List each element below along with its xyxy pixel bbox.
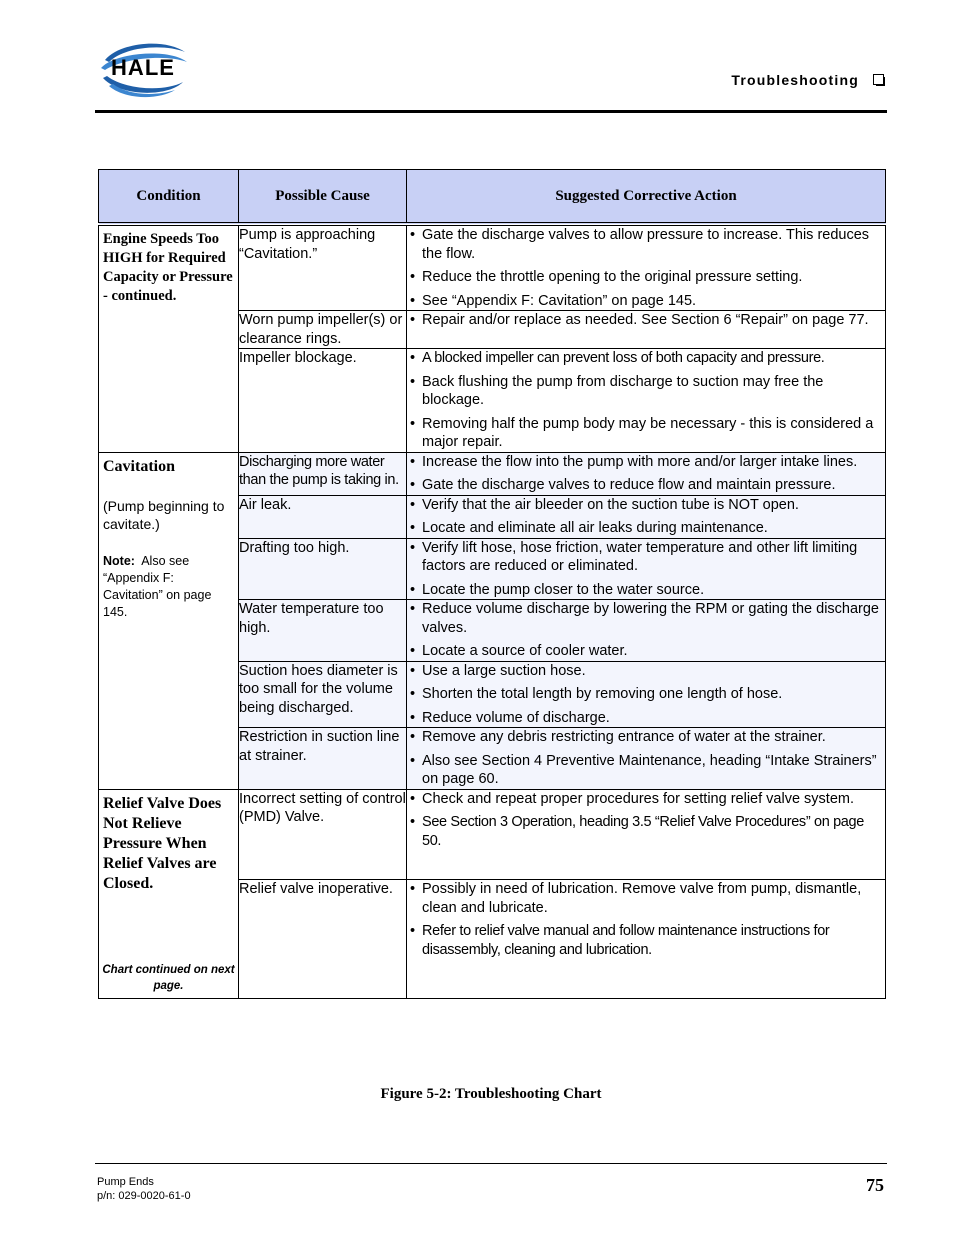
cause-cell: Air leak. xyxy=(239,495,407,538)
condition-label: Relief Valve Does Not Relieve Pressure When Relief Valves are Closed. xyxy=(103,794,222,892)
cause-cell: Pump is approaching “Cavitation.” xyxy=(239,224,407,311)
troubleshooting-table xyxy=(98,169,886,999)
table-header-row xyxy=(99,170,886,225)
footer-title: Pump Ends xyxy=(97,1176,154,1188)
hale-logo xyxy=(95,38,191,100)
table-row xyxy=(99,452,886,495)
page-number: 75 xyxy=(866,1175,884,1195)
action-item: • Possibly in need of lubrication. Remove valve from pump, dismantle, clean and lubricate. xyxy=(407,880,885,917)
checkbox-square-icon xyxy=(873,74,884,85)
column-header-condition: Condition xyxy=(99,170,239,225)
logo-wordmark: HALE xyxy=(111,55,175,80)
condition-note xyxy=(99,553,238,621)
action-item: • Locate the pump closer to the water source. xyxy=(407,581,885,600)
condition-subtitle: (Pump beginning to cavitate.) xyxy=(103,497,225,532)
condition-label: Engine Speeds Too HIGH for Required Capacity or Pressure - continued. xyxy=(103,231,233,304)
action-item: • Also see Section 4 Preventive Maintenance, heading “Intake Strainers” on page 60. xyxy=(407,752,885,789)
note-text: Also see “Appendix F: Cavitation” on page 145. xyxy=(103,553,212,619)
header-rule xyxy=(95,110,887,113)
figure-caption: Figure 5-2: Troubleshooting Chart xyxy=(380,1086,602,1102)
cause-cell: Restriction in suction line at strainer. xyxy=(239,728,407,790)
action-cell xyxy=(407,789,886,880)
action-item: • Increase the flow into the pump with more and/or larger intake lines. xyxy=(407,453,885,472)
action-item: • Repair and/or replace as needed. See Section 6 “Repair” on page 77. xyxy=(407,311,885,330)
action-item: • A blocked impeller can prevent loss of both capacity and pressure. xyxy=(407,349,885,368)
footer-info xyxy=(97,1175,191,1203)
action-item: • Gate the discharge valves to reduce flow and maintain pressure. xyxy=(407,476,885,495)
footer-rule xyxy=(95,1163,887,1164)
action-cell xyxy=(407,452,886,495)
action-item: • Remove any debris restricting entrance of water at the strainer. xyxy=(407,728,885,747)
condition-cell xyxy=(99,789,239,998)
action-item: • See “Appendix F: Cavitation” on page 145. xyxy=(407,292,885,311)
column-header-possible-cause: Possible Cause xyxy=(239,170,407,225)
condition-label: Cavitation xyxy=(103,457,175,475)
action-item: • Shorten the total length by removing one length of hose. xyxy=(407,685,885,704)
action-cell xyxy=(407,661,886,728)
action-cell xyxy=(407,495,886,538)
cause-cell: Relief valve inoperative. xyxy=(239,880,407,998)
action-item: • Verify lift hose, hose friction, water temperature and other lift limiting factors are reduced or eliminated. xyxy=(407,539,885,576)
footer-part-number: p/n: 029-0020-61-0 xyxy=(97,1190,191,1202)
cause-cell: Worn pump impeller(s) or clearance rings. xyxy=(239,311,407,349)
action-item: • Verify that the air bleeder on the suction tube is NOT open. xyxy=(407,496,885,515)
action-item: • Reduce volume discharge by lowering the RPM or gating the discharge valves. xyxy=(407,600,885,637)
cause-cell: Incorrect setting of control (PMD) Valve. xyxy=(239,789,407,880)
section-header xyxy=(731,72,884,88)
cause-cell: Water temperature too high. xyxy=(239,600,407,662)
action-item: • Locate and eliminate all air leaks during maintenance. xyxy=(407,519,885,538)
action-item: • Removing half the pump body may be necessary - this is considered a major repair. xyxy=(407,415,885,452)
action-cell xyxy=(407,538,886,600)
cause-cell: Drafting too high. xyxy=(239,538,407,600)
action-cell xyxy=(407,600,886,662)
section-title: Troubleshooting xyxy=(731,72,859,88)
column-header-corrective-action: Suggested Corrective Action xyxy=(407,170,886,225)
cause-cell: Impeller blockage. xyxy=(239,349,407,453)
action-item: • Reduce the throttle opening to the original pressure setting. xyxy=(407,268,885,287)
table-row xyxy=(99,224,886,311)
continued-note: Chart continued on next page. xyxy=(102,963,235,992)
action-cell xyxy=(407,880,886,998)
action-item: • Locate a source of cooler water. xyxy=(407,642,885,661)
action-cell xyxy=(407,224,886,311)
action-item: • See Section 3 Operation, heading 3.5 “Relief Valve Procedures” on page 50. xyxy=(407,813,885,850)
note-label: Note: xyxy=(103,553,135,568)
action-item: • Use a large suction hose. xyxy=(407,662,885,681)
cause-cell: Discharging more water than the pump is taking in. xyxy=(239,452,407,495)
hale-logo-graphic xyxy=(95,38,191,100)
action-item: • Refer to relief valve manual and follow maintenance instructions for disassembly, cleaning and lubrication. xyxy=(407,922,885,959)
action-item: • Back flushing the pump from discharge to suction may free the blockage. xyxy=(407,373,885,410)
action-cell xyxy=(407,311,886,349)
action-cell xyxy=(407,728,886,790)
condition-cell xyxy=(99,452,239,789)
action-item: • Gate the discharge valves to allow pressure to increase. This reduces the flow. xyxy=(407,226,885,263)
action-cell xyxy=(407,349,886,453)
table-row xyxy=(99,789,886,880)
condition-cell xyxy=(99,224,239,452)
action-item: • Check and repeat proper procedures for setting relief valve system. xyxy=(407,790,885,809)
action-item: • Reduce volume of discharge. xyxy=(407,709,885,728)
cause-cell: Suction hoes diameter is too small for the volume being discharged. xyxy=(239,661,407,728)
